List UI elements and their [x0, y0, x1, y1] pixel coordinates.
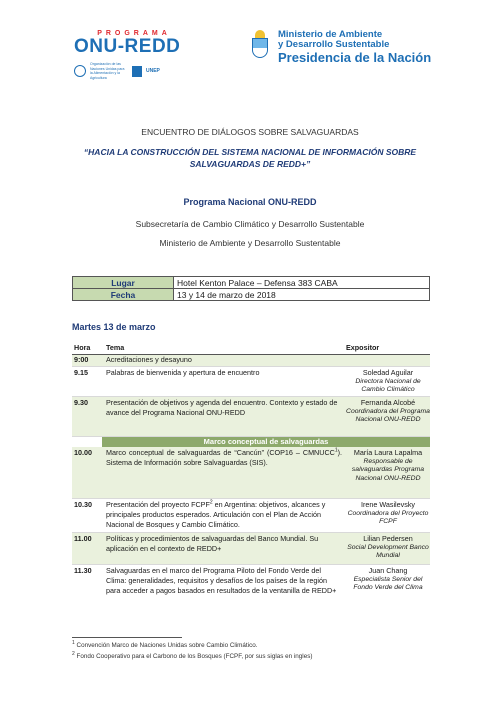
- partner-logos: [74, 62, 194, 80]
- tema-cell: Palabras de bienvenida y apertura de encuentro: [106, 368, 260, 377]
- ministerio-line1: Ministerio de Ambiente: [278, 29, 383, 40]
- agenda-header-row: [72, 342, 430, 355]
- expositor-name: Lilian Pedersen: [363, 534, 413, 543]
- hora-cell: 11.00: [74, 534, 92, 543]
- expositor-name: Soledad Aguilar: [362, 368, 414, 377]
- day-heading: Martes 13 de marzo: [72, 322, 156, 332]
- expositor-name: Juan Chang: [368, 566, 408, 575]
- footnote-2: $^2$ Fondo Cooperativo para el Carbono de los Bosques (FCPF, por sus siglas en ingles): [72, 650, 313, 660]
- partner-text: Organización de las Naciones Unidas para la Alimentación y la Agricultura: [90, 62, 125, 80]
- hora-cell: 9.15: [74, 368, 88, 377]
- expositor-cell: [346, 566, 430, 611]
- expositor-role: Directora Nacional de Cambio Climático: [355, 377, 421, 394]
- fao-icon: [74, 65, 86, 77]
- section-marco-conceptual: Marco conceptual de salvaguardas: [102, 437, 430, 447]
- col-expositor-header: Expositor: [346, 343, 380, 353]
- tema-cell: Políticas y procedimientos de salvaguardas del Banco Mundial. Su aplicación en el contexto de REDD+: [106, 534, 319, 553]
- expositor-role: Social Development Banco Mundial: [347, 543, 429, 560]
- lugar-label: Lugar: [73, 277, 174, 289]
- subsecretaria-text: Subsecretaría de Cambio Climático y Desarrollo Sustentable: [135, 219, 365, 229]
- fecha-row: [73, 289, 430, 301]
- agenda-table: [72, 342, 430, 611]
- expositor-cell: [346, 448, 430, 498]
- tema-cell: Presentación del proyecto FCPF$^2$ en Argentina: objetivos, alcances y principales productos esperados. Articulación con el Plan de Acción Nacional de Bosques y Cambio Climático.: [106, 499, 326, 529]
- expositor-cell: [346, 355, 430, 366]
- agenda-row: [72, 397, 430, 437]
- col-tema-header: Tema: [106, 343, 125, 353]
- agenda-row: [72, 355, 430, 367]
- agenda-row: [72, 499, 430, 533]
- footnote-divider: [72, 637, 182, 638]
- expositor-cell: [346, 398, 430, 436]
- expositor-role: Especialista Senior del Fondo Verde del Clima: [353, 575, 423, 592]
- unep-logo: UNEP: [146, 68, 160, 74]
- hora-cell: 9.30: [74, 398, 88, 407]
- tema-cell: Presentación de objetivos y agenda del encuentro. Contexto y estado de avance del Programa Nacional ONU-REDD: [106, 398, 338, 417]
- col-hora-header: Hora: [74, 343, 91, 353]
- undp-icon: [132, 66, 142, 77]
- footnote-ref-1: 1: [334, 447, 338, 454]
- onu-redd-logo: [74, 30, 194, 80]
- footnote-1: $^1$ Convención Marco de Naciones Unidas sobre Cambio Climático.: [72, 639, 258, 649]
- presidencia-text: Presidencia de la Nación: [278, 50, 432, 65]
- fecha-label: Fecha: [73, 289, 174, 301]
- event-info-table: [72, 276, 430, 301]
- programa-heading: Programa Nacional ONU-REDD: [183, 197, 317, 207]
- hora-cell: 9:00: [74, 355, 89, 364]
- footnote-ref-2: 2: [209, 499, 213, 506]
- ministerio-logo: [252, 30, 452, 65]
- expositor-role: Responsable de salvaguardas Programa Nacional ONU-REDD: [351, 457, 425, 482]
- expositor-name: María Laura Lapalma: [353, 448, 423, 457]
- agenda-row: [72, 533, 430, 565]
- expositor-cell: [346, 368, 430, 396]
- tema-cell: Marco conceptual de salvaguardas de “Cancún” (COP16 – CMNUCC$^1$). Sistema de Información sobre Salvaguardas (SIS).: [106, 447, 342, 467]
- event-title: ENCUENTRO DE DIÁLOGOS SOBRE SALVAGUARDAS: [141, 127, 359, 137]
- event-subtitle: “HACIA LA CONSTRUCCIÓN DEL SISTEMA NACIONAL DE INFORMACIÓN SOBRE SALVAGUARDAS DE REDD+”: [83, 147, 417, 169]
- ministerio-text: Ministerio de Ambiente y Desarrollo Sustentable: [159, 238, 341, 248]
- expositor-role: Coordinadora del Programa Nacional ONU-REDD: [346, 407, 430, 424]
- hora-cell: 10.00: [74, 448, 92, 457]
- hora-cell: 11.30: [74, 566, 92, 575]
- agenda-row: [72, 367, 430, 397]
- agenda-row: [72, 565, 430, 611]
- tema-cell: Salvaguardas en el marco del Programa Piloto del Fondo Verde del Clima: generalidades, requisitos y desafíos de los países de la región para acceder a pagos basados en resultados de la ventanilla de REDD+: [106, 566, 337, 595]
- expositor-name: Irene Wasilevsky: [360, 500, 416, 509]
- hora-cell: 10.30: [74, 500, 92, 509]
- expositor-cell: [346, 500, 430, 532]
- expositor-name: Fernanda Alcobé: [360, 398, 416, 407]
- ministerio-line2: y Desarrollo Sustentable: [278, 39, 390, 50]
- national-shield-icon: [252, 30, 268, 58]
- expositor-cell: [346, 534, 430, 564]
- agenda-row: [72, 447, 430, 499]
- lugar-row: [73, 277, 430, 289]
- onu-redd-wordmark: ONU-REDD: [74, 36, 181, 57]
- expositor-role: Coordinadora del Proyecto FCPF: [347, 509, 429, 526]
- lugar-value: Hotel Kenton Palace – Defensa 383 CABA: [174, 277, 430, 289]
- tema-cell: Acreditaciones y desayuno: [106, 355, 192, 364]
- programa-wordmark: PROGRAMA: [97, 30, 171, 37]
- fecha-value: 13 y 14 de marzo de 2018: [174, 289, 430, 301]
